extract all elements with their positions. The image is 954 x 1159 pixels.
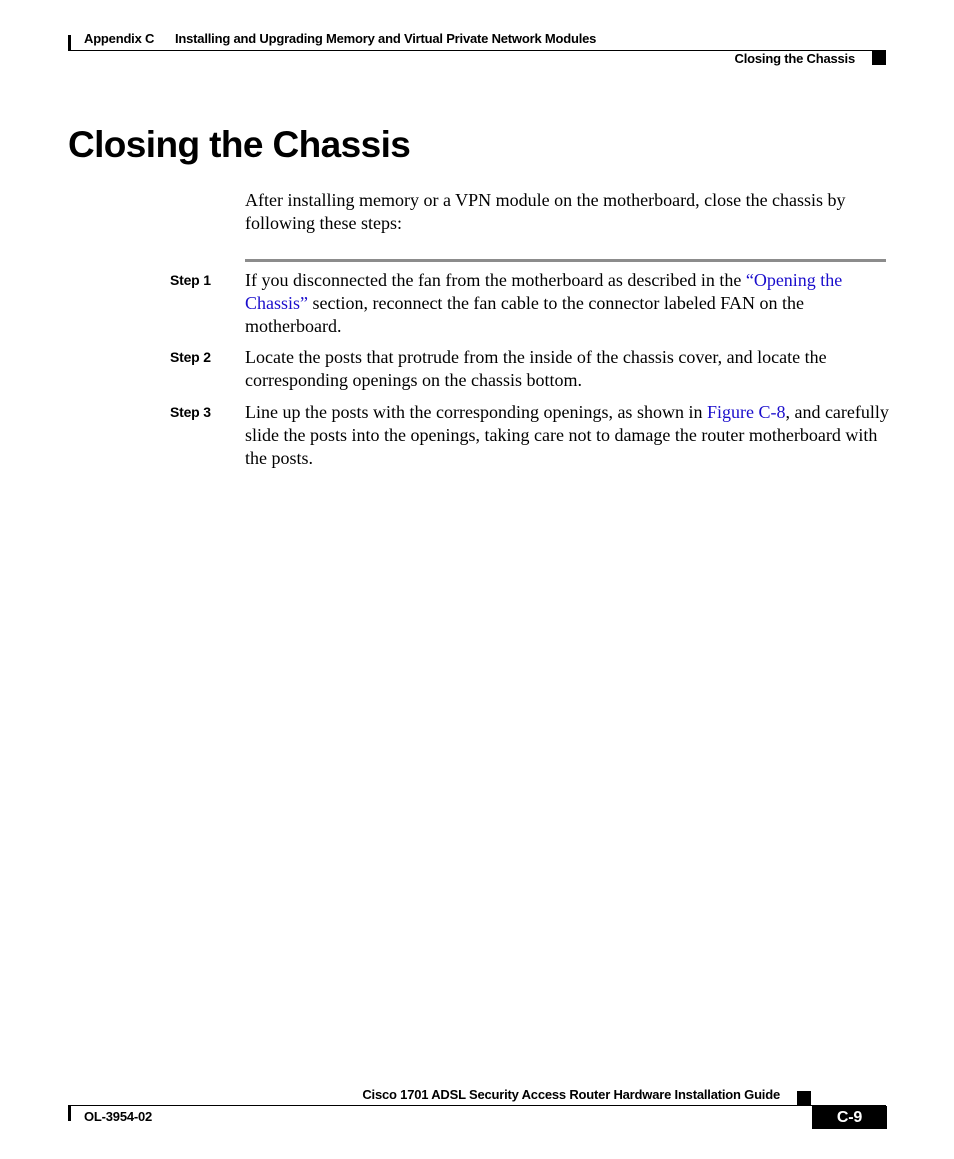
step-text-part: , and carefully slide the posts into the openings, taking care not to damage the router motherboard with the posts. — [245, 402, 889, 468]
step-text: Locate the posts that protrude from the inside of the chassis cover, and locate the corresponding openings on the chassis bottom. — [245, 347, 827, 390]
step-label: Step 2 — [170, 349, 211, 365]
footer-guide-title: Cisco 1701 ADSL Security Access Router Hardware Installation Guide — [362, 1087, 780, 1102]
step-text-part: If you disconnected the fan from the motherboard as described in the — [245, 270, 746, 290]
step-text — [245, 269, 890, 338]
figure-c-8-link[interactable]: Figure C-8 — [706, 402, 786, 422]
opening-the-chassis-link[interactable]: “Opening the Chassis” — [245, 270, 843, 313]
header-marker — [872, 51, 886, 65]
header-appendix: Appendix C — [84, 31, 155, 46]
header-chapter-title: Installing and Upgrading Memory and Virtual Private Network Modules — [175, 31, 597, 46]
page-title: Closing the Chassis — [68, 124, 411, 165]
step-text — [245, 401, 890, 470]
step-label: Step 1 — [170, 272, 211, 288]
footer-page-number: C-9 — [812, 1106, 887, 1129]
footer-bar — [68, 1106, 71, 1121]
footer-rule — [68, 1105, 886, 1106]
step-label: Step 3 — [170, 404, 211, 420]
header-section-title: Closing the Chassis — [734, 51, 855, 66]
procedure-rule — [245, 259, 886, 262]
step-text-part: section, reconnect the fan cable to the connector labeled FAN on the motherboard. — [245, 293, 804, 336]
footer-doc-number: OL-3954-02 — [84, 1109, 153, 1124]
step-text-part: Line up the posts with the corresponding openings, as shown in — [245, 402, 707, 422]
header-bar — [68, 35, 71, 50]
intro-paragraph: After installing memory or a VPN module on the motherboard, close the chassis by following these steps: — [245, 190, 846, 233]
footer-marker — [797, 1091, 811, 1105]
